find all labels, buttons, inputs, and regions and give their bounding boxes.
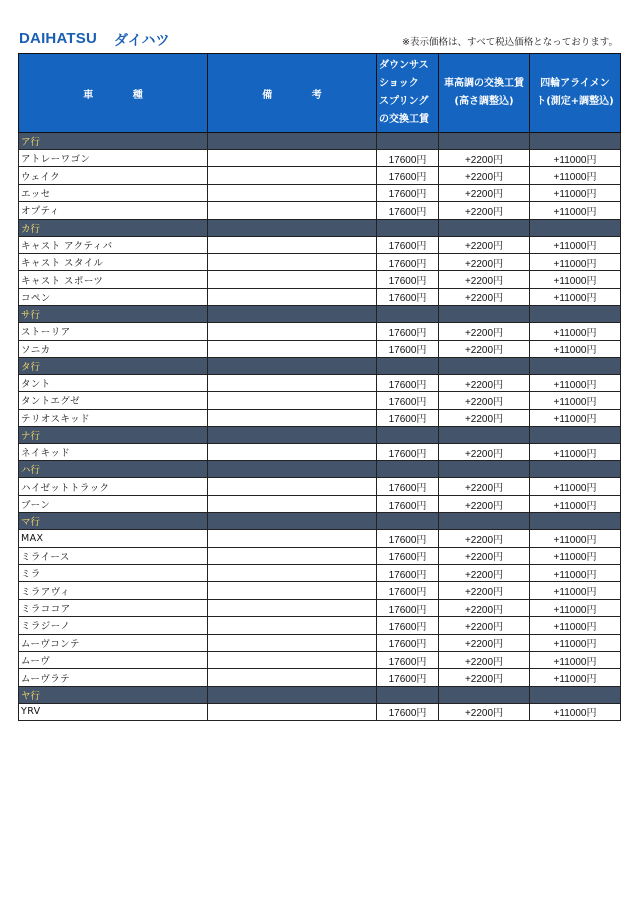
group-empty-cell	[439, 306, 530, 323]
remarks-cell	[208, 617, 377, 634]
remarks-cell	[208, 271, 377, 288]
spring-price-cell: 17600円	[377, 253, 439, 270]
car-model-cell: ネイキッド	[19, 444, 208, 461]
table-row	[19, 582, 621, 599]
car-model-cell: コペン	[19, 288, 208, 305]
height-price-cell: +2200円	[439, 288, 530, 305]
table-row	[19, 651, 621, 668]
table-row	[19, 392, 621, 409]
alignment-price-cell: +11000円	[530, 374, 621, 391]
group-empty-cell	[530, 686, 621, 703]
group-label: ハ行	[19, 461, 208, 478]
table-row	[19, 167, 621, 184]
height-price-cell: +2200円	[439, 184, 530, 201]
group-empty-cell	[530, 306, 621, 323]
table-row	[19, 444, 621, 461]
spring-price-cell: 17600円	[377, 150, 439, 167]
group-header-row	[19, 686, 621, 703]
car-model-cell: キャスト スポーツ	[19, 271, 208, 288]
alignment-price-cell: +11000円	[530, 340, 621, 357]
table-row	[19, 184, 621, 201]
alignment-price-cell: +11000円	[530, 236, 621, 253]
group-empty-cell	[530, 133, 621, 150]
height-price-cell: +2200円	[439, 236, 530, 253]
spring-price-cell: 17600円	[377, 323, 439, 340]
spring-price-cell: 17600円	[377, 634, 439, 651]
car-model-cell: ミラジーノ	[19, 617, 208, 634]
height-price-cell: +2200円	[439, 150, 530, 167]
car-model-cell: タントエグゼ	[19, 392, 208, 409]
alignment-price-cell: +11000円	[530, 617, 621, 634]
group-empty-cell	[530, 357, 621, 374]
group-header-row	[19, 427, 621, 444]
height-price-cell: +2200円	[439, 530, 530, 547]
table-row	[19, 495, 621, 512]
remarks-cell	[208, 582, 377, 599]
spring-price-cell: 17600円	[377, 495, 439, 512]
remarks-cell	[208, 565, 377, 582]
group-header-row	[19, 461, 621, 478]
brand-title-katakana: ダイハツ	[114, 33, 170, 49]
remarks-cell	[208, 547, 377, 564]
group-empty-cell	[439, 686, 530, 703]
car-model-cell: ストーリア	[19, 323, 208, 340]
table-row	[19, 150, 621, 167]
alignment-price-cell: +11000円	[530, 444, 621, 461]
table-row	[19, 323, 621, 340]
spring-price-cell: 17600円	[377, 409, 439, 426]
table-row	[19, 374, 621, 391]
remarks-cell	[208, 634, 377, 651]
alignment-price-cell: +11000円	[530, 323, 621, 340]
remarks-cell	[208, 703, 377, 720]
spring-price-cell: 17600円	[377, 374, 439, 391]
car-model-cell: エッセ	[19, 184, 208, 201]
group-header-row	[19, 133, 621, 150]
remarks-cell	[208, 409, 377, 426]
spring-price-cell: 17600円	[377, 703, 439, 720]
table-body	[19, 133, 621, 721]
remarks-cell	[208, 374, 377, 391]
alignment-price-cell: +11000円	[530, 565, 621, 582]
table-row	[19, 288, 621, 305]
group-label: サ行	[19, 306, 208, 323]
height-price-cell: +2200円	[439, 392, 530, 409]
car-model-cell: ムーヴコンテ	[19, 634, 208, 651]
remarks-cell	[208, 669, 377, 686]
table-row	[19, 253, 621, 270]
alignment-price-cell: +11000円	[530, 478, 621, 495]
group-empty-cell	[439, 219, 530, 236]
group-empty-cell	[208, 133, 377, 150]
height-price-cell: +2200円	[439, 565, 530, 582]
spring-price-cell: 17600円	[377, 340, 439, 357]
brand-title: DAIHATSU	[19, 30, 97, 47]
remarks-cell	[208, 167, 377, 184]
column-header-height-line: 車高調の交換工賃	[444, 78, 524, 89]
height-price-cell: +2200円	[439, 444, 530, 461]
car-model-cell: ミライース	[19, 547, 208, 564]
table-row	[19, 530, 621, 547]
height-price-cell: +2200円	[439, 253, 530, 270]
remarks-cell	[208, 530, 377, 547]
height-price-cell: +2200円	[439, 547, 530, 564]
price-table	[18, 53, 621, 721]
remarks-cell	[208, 340, 377, 357]
spring-price-cell: 17600円	[377, 184, 439, 201]
spring-price-cell: 17600円	[377, 651, 439, 668]
group-empty-cell	[530, 219, 621, 236]
height-price-cell: +2200円	[439, 599, 530, 616]
height-price-cell: +2200円	[439, 669, 530, 686]
column-header-spring-line: の交換工賃	[379, 114, 429, 125]
car-model-cell: ムーヴ	[19, 651, 208, 668]
spring-price-cell: 17600円	[377, 617, 439, 634]
table-row	[19, 617, 621, 634]
group-empty-cell	[208, 686, 377, 703]
alignment-price-cell: +11000円	[530, 669, 621, 686]
height-price-cell: +2200円	[439, 374, 530, 391]
group-empty-cell	[439, 357, 530, 374]
group-empty-cell	[377, 461, 439, 478]
remarks-cell	[208, 392, 377, 409]
column-header-car: 車 種	[19, 54, 208, 133]
alignment-price-cell: +11000円	[530, 582, 621, 599]
group-empty-cell	[208, 357, 377, 374]
height-price-cell: +2200円	[439, 703, 530, 720]
alignment-price-cell: +11000円	[530, 495, 621, 512]
height-price-cell: +2200円	[439, 323, 530, 340]
spring-price-cell: 17600円	[377, 392, 439, 409]
column-header-spring	[377, 54, 439, 133]
alignment-price-cell: +11000円	[530, 150, 621, 167]
car-model-cell: ソニカ	[19, 340, 208, 357]
column-header-spring-line: ダウンサス	[379, 60, 429, 71]
group-empty-cell	[377, 133, 439, 150]
car-model-cell: テリオスキッド	[19, 409, 208, 426]
table-row	[19, 236, 621, 253]
table-row	[19, 599, 621, 616]
remarks-cell	[208, 323, 377, 340]
remarks-cell	[208, 202, 377, 219]
group-label: ア行	[19, 133, 208, 150]
alignment-price-cell: +11000円	[530, 547, 621, 564]
group-empty-cell	[377, 686, 439, 703]
height-price-cell: +2200円	[439, 271, 530, 288]
spring-price-cell: 17600円	[377, 271, 439, 288]
height-price-cell: +2200円	[439, 478, 530, 495]
page-header	[18, 30, 622, 52]
spring-price-cell: 17600円	[377, 478, 439, 495]
car-model-cell: ミラアヴィ	[19, 582, 208, 599]
table-row	[19, 271, 621, 288]
group-label: タ行	[19, 357, 208, 374]
spring-price-cell: 17600円	[377, 202, 439, 219]
car-model-cell: オプティ	[19, 202, 208, 219]
remarks-cell	[208, 651, 377, 668]
group-empty-cell	[530, 513, 621, 530]
car-model-cell: ウェイク	[19, 167, 208, 184]
column-header-alignment-line: 四輪アライメン	[540, 78, 610, 89]
height-price-cell: +2200円	[439, 202, 530, 219]
group-empty-cell	[377, 513, 439, 530]
group-header-row	[19, 513, 621, 530]
group-empty-cell	[208, 427, 377, 444]
remarks-cell	[208, 253, 377, 270]
height-price-cell: +2200円	[439, 340, 530, 357]
group-label: ナ行	[19, 427, 208, 444]
alignment-price-cell: +11000円	[530, 634, 621, 651]
group-empty-cell	[439, 427, 530, 444]
alignment-price-cell: +11000円	[530, 167, 621, 184]
alignment-price-cell: +11000円	[530, 184, 621, 201]
alignment-price-cell: +11000円	[530, 530, 621, 547]
column-header-alignment	[530, 54, 621, 133]
alignment-price-cell: +11000円	[530, 253, 621, 270]
column-header-remarks: 備 考	[208, 54, 377, 133]
height-price-cell: +2200円	[439, 495, 530, 512]
alignment-price-cell: +11000円	[530, 202, 621, 219]
group-empty-cell	[208, 306, 377, 323]
spring-price-cell: 17600円	[377, 530, 439, 547]
spring-price-cell: 17600円	[377, 582, 439, 599]
group-header-row	[19, 357, 621, 374]
column-header-height	[439, 54, 530, 133]
column-header-spring-line: ショック	[379, 78, 419, 89]
car-model-cell: ミラ	[19, 565, 208, 582]
height-price-cell: +2200円	[439, 167, 530, 184]
remarks-cell	[208, 495, 377, 512]
height-price-cell: +2200円	[439, 634, 530, 651]
height-price-cell: +2200円	[439, 409, 530, 426]
group-empty-cell	[439, 133, 530, 150]
group-empty-cell	[530, 461, 621, 478]
car-model-cell: ブーン	[19, 495, 208, 512]
alignment-price-cell: +11000円	[530, 409, 621, 426]
table-row	[19, 565, 621, 582]
group-empty-cell	[208, 513, 377, 530]
alignment-price-cell: +11000円	[530, 392, 621, 409]
group-empty-cell	[377, 219, 439, 236]
group-empty-cell	[530, 427, 621, 444]
remarks-cell	[208, 184, 377, 201]
alignment-price-cell: +11000円	[530, 288, 621, 305]
remarks-cell	[208, 288, 377, 305]
remarks-cell	[208, 599, 377, 616]
table-row	[19, 634, 621, 651]
group-label: ヤ行	[19, 686, 208, 703]
spring-price-cell: 17600円	[377, 599, 439, 616]
car-model-cell: MAX	[19, 530, 208, 547]
alignment-price-cell: +11000円	[530, 703, 621, 720]
group-empty-cell	[439, 513, 530, 530]
remarks-cell	[208, 236, 377, 253]
table-row	[19, 547, 621, 564]
table-row	[19, 669, 621, 686]
group-header-row	[19, 306, 621, 323]
group-label: マ行	[19, 513, 208, 530]
car-model-cell: キャスト アクティバ	[19, 236, 208, 253]
remarks-cell	[208, 150, 377, 167]
alignment-price-cell: +11000円	[530, 651, 621, 668]
spring-price-cell: 17600円	[377, 288, 439, 305]
spring-price-cell: 17600円	[377, 669, 439, 686]
group-empty-cell	[377, 357, 439, 374]
group-empty-cell	[377, 427, 439, 444]
alignment-price-cell: +11000円	[530, 271, 621, 288]
group-label: カ行	[19, 219, 208, 236]
group-empty-cell	[439, 461, 530, 478]
height-price-cell: +2200円	[439, 582, 530, 599]
column-header-alignment-line: ト(測定+調整込)	[536, 96, 614, 107]
car-model-cell: タント	[19, 374, 208, 391]
car-model-cell: ミラココア	[19, 599, 208, 616]
spring-price-cell: 17600円	[377, 444, 439, 461]
car-model-cell: YRV	[19, 703, 208, 720]
spring-price-cell: 17600円	[377, 547, 439, 564]
tax-note: ※表示価格は、すべて税込価格となっております。	[401, 37, 618, 48]
spring-price-cell: 17600円	[377, 167, 439, 184]
group-header-row	[19, 219, 621, 236]
remarks-cell	[208, 478, 377, 495]
table-header-row	[19, 54, 621, 133]
table-row	[19, 340, 621, 357]
table-row	[19, 202, 621, 219]
group-empty-cell	[377, 306, 439, 323]
column-header-height-line: (高さ調整込)	[454, 96, 514, 107]
car-model-cell: ムーヴラテ	[19, 669, 208, 686]
group-empty-cell	[208, 219, 377, 236]
spring-price-cell: 17600円	[377, 565, 439, 582]
car-model-cell: キャスト スタイル	[19, 253, 208, 270]
spring-price-cell: 17600円	[377, 236, 439, 253]
car-model-cell: ハイゼットトラック	[19, 478, 208, 495]
car-model-cell: アトレーワゴン	[19, 150, 208, 167]
remarks-cell	[208, 444, 377, 461]
alignment-price-cell: +11000円	[530, 599, 621, 616]
table-row	[19, 703, 621, 720]
column-header-spring-line: スプリング	[379, 96, 429, 107]
table-row	[19, 478, 621, 495]
table-row	[19, 409, 621, 426]
height-price-cell: +2200円	[439, 617, 530, 634]
height-price-cell: +2200円	[439, 651, 530, 668]
group-empty-cell	[208, 461, 377, 478]
